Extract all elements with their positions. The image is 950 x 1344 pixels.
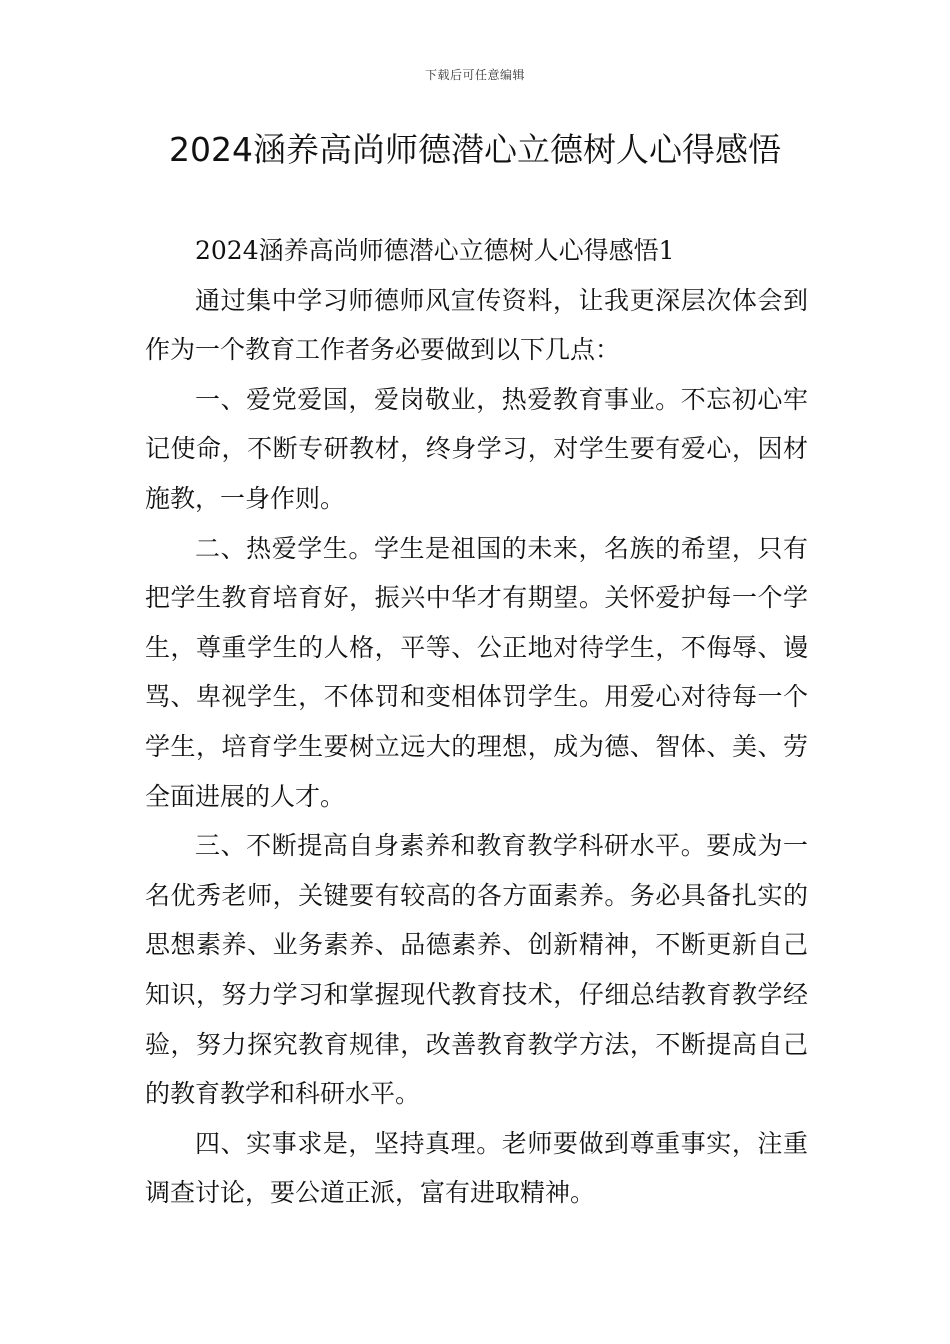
document-title: 2024涵养高尚师德潜心立德树人心得感悟 xyxy=(169,130,781,169)
header-note: 下载后可任意编辑 xyxy=(424,68,525,82)
document-body xyxy=(145,226,808,1218)
point-two-paragraph: 二、热爱学生。学生是祖国的未来，名族的希望，只有把学生教育培育好，振兴中华才有期望。关怀爱护每一个学生，尊重学生的人格，平等、公正地对待学生，不侮辱、谩骂、卑视学生，不体罚和变相体罚学生。用爱心对待每一个学生，培育学生要树立远大的理想，成为德、智体、美、劳全面进展的人才。 xyxy=(145,533,808,811)
point-one-paragraph: 一、爱党爱国，爱岗敬业，热爱教育事业。不忘初心牢记使命，不断专研教材，终身学习，对学生要有爱心，因材施教，一身作则。 xyxy=(145,384,808,513)
intro-paragraph: 通过集中学习师德师风宣传资料，让我更深层次体会到作为一个教育工作者务必要做到以下几点： xyxy=(145,285,808,365)
point-four-paragraph: 四、实事求是，坚持真理。老师要做到尊重事实，注重调查讨论，要公道正派，富有进取精神。 xyxy=(145,1128,808,1208)
point-three-paragraph: 三、不断提高自身素养和教育教学科研水平。要成为一名优秀老师，关键要有较高的各方面素养。务必具备扎实的思想素养、业务素养、品德素养、创新精神，不断更新自己知识，努力学习和掌握现代教育技术，仔细总结教育教学经验，努力探究教育规律，改善教育教学方法，不断提高自己的教育教学和科研水平。 xyxy=(145,831,808,1109)
subtitle-paragraph: 2024涵养高尚师德潜心立德树人心得感悟1 xyxy=(195,236,675,265)
